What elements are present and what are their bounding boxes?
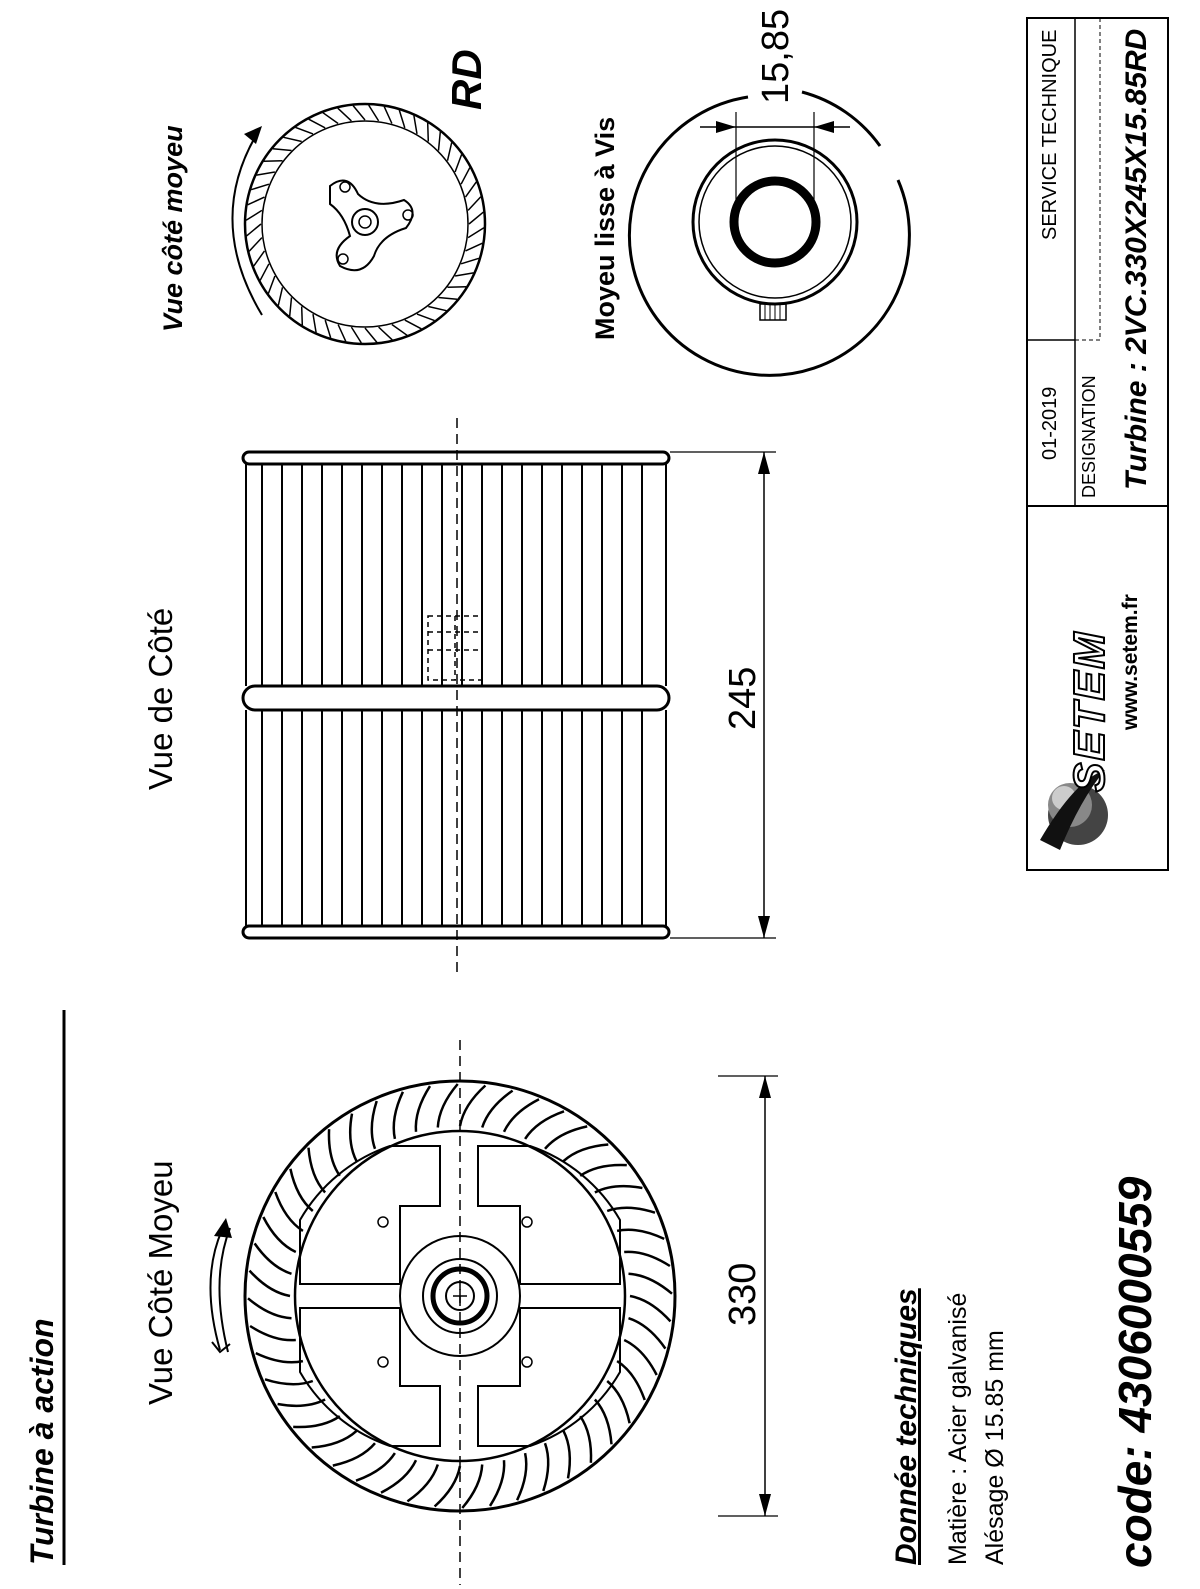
plain-hub-view [629,92,909,375]
small-hub-view [232,104,485,344]
blade [255,1243,292,1273]
blade [256,1353,303,1362]
diameter-dimension-label: 330 [722,1262,764,1326]
blade [624,1252,670,1266]
blade [247,224,261,236]
blade [293,1416,340,1427]
blade [329,1129,340,1176]
end-ring [243,926,669,938]
blade [414,116,417,134]
blade [351,327,361,343]
hidden-hub-outline [428,616,482,680]
blade [384,107,392,124]
blade [264,161,283,162]
blade [365,328,377,342]
bore-dimension-label: 15,85 [755,8,797,104]
blade [517,1453,526,1500]
blade [260,264,269,281]
blade [469,212,483,224]
side-view [243,418,669,975]
blade [416,1086,430,1132]
blade [246,210,262,220]
blade [468,228,484,238]
product-code: code: 4306000559 [1109,1176,1161,1568]
blade [629,1318,666,1348]
center-ring [243,686,669,710]
blade [309,119,326,128]
blade [428,307,446,311]
blade [455,273,473,276]
width-dimension-label: 245 [722,666,764,730]
blade [460,1086,485,1127]
blade [405,320,422,329]
blade [439,298,458,300]
blade [394,1092,403,1139]
drawing-date: 01-2019 [1039,386,1061,460]
page-title: Turbine à action [24,1318,60,1565]
blade [290,298,292,317]
blade [350,1114,356,1162]
blade [296,127,314,133]
small-view-blades [246,105,484,343]
blade [309,1148,326,1193]
technical-data-heading: Donnée techniques [890,1288,923,1565]
blade [325,320,331,338]
dimension-15-85 [700,112,850,200]
blade [617,1361,645,1400]
technical-material: Matière : Acier galvanisé [944,1292,972,1565]
blade [248,197,265,205]
blade [435,1466,460,1507]
set-screw [760,304,786,320]
mounting-hole [522,1357,532,1367]
blade [369,105,379,121]
blade [338,108,352,121]
spider-arm [300,1146,440,1284]
brand-name: SETEM [1065,630,1114,792]
blade [313,314,316,332]
side-view-blades [246,464,666,926]
blade [466,243,483,251]
blade [461,168,470,185]
technical-bore: Alésage Ø 15.85 mm [981,1330,1009,1565]
blade [250,1271,291,1296]
blade [392,325,407,336]
blade [251,184,269,190]
blade [275,1192,303,1231]
blade [278,287,282,305]
blade [543,1443,548,1491]
blade [525,1111,564,1139]
mounting-hole [378,1217,388,1227]
blade [248,1298,292,1318]
blade [630,1296,671,1321]
blade [438,1084,458,1128]
blade [356,1453,395,1481]
blade [249,238,262,252]
blade [407,1465,437,1502]
brand-website: www.setem.fr [1119,594,1142,730]
designation-label: DESIGNATION [1079,375,1099,498]
blade [353,106,365,120]
blade [284,137,302,141]
blade [439,132,441,151]
blade [455,155,462,173]
blade [617,1230,664,1239]
blade [468,197,481,211]
blade [399,110,405,128]
mounting-hole [522,1217,532,1227]
blade [268,276,275,294]
blade [379,327,393,340]
blade [490,1460,504,1506]
blade [273,149,292,151]
mounting-hole [378,1357,388,1367]
view-label-hub-side: Vue Côté Moyeu [142,1160,179,1405]
blade [338,325,346,342]
three-arm-hub [330,181,413,271]
view-label-side: Vue de Côté [142,607,179,790]
front-view [210,1040,675,1585]
blade [278,1400,326,1406]
blade [417,314,435,321]
blade [580,1165,627,1176]
department-label: SERVICE TECHNIQUE [1039,29,1061,240]
blade [250,1326,296,1340]
blade [564,1145,609,1162]
rotation-direction: RD [443,49,490,110]
view-label-plain-hub: Moyeu lisse à Vis [590,116,620,340]
blade [462,1465,482,1509]
blade [254,251,265,266]
blade [448,143,452,161]
blade [482,1091,512,1128]
blade [545,1126,587,1148]
blade [312,1431,357,1448]
view-label-hub-side-small: Vue côté moyeu [158,125,188,332]
blade [466,182,477,197]
blade [428,123,429,142]
blade [448,287,467,288]
blade [595,1400,612,1445]
blade [372,1101,377,1149]
blade [257,172,275,175]
blade [629,1274,673,1294]
rotation-arrow-icon [232,132,262,315]
blade [564,1431,570,1479]
blade [333,1443,375,1465]
designation-value: Turbine : 2VC.330X245X15.85RD [1120,28,1153,490]
blade [461,258,479,264]
spider-arm [478,1308,620,1446]
blade [580,1416,591,1463]
blade [302,307,303,326]
end-ring [243,452,669,464]
blade [595,1186,643,1192]
blade [323,113,338,124]
